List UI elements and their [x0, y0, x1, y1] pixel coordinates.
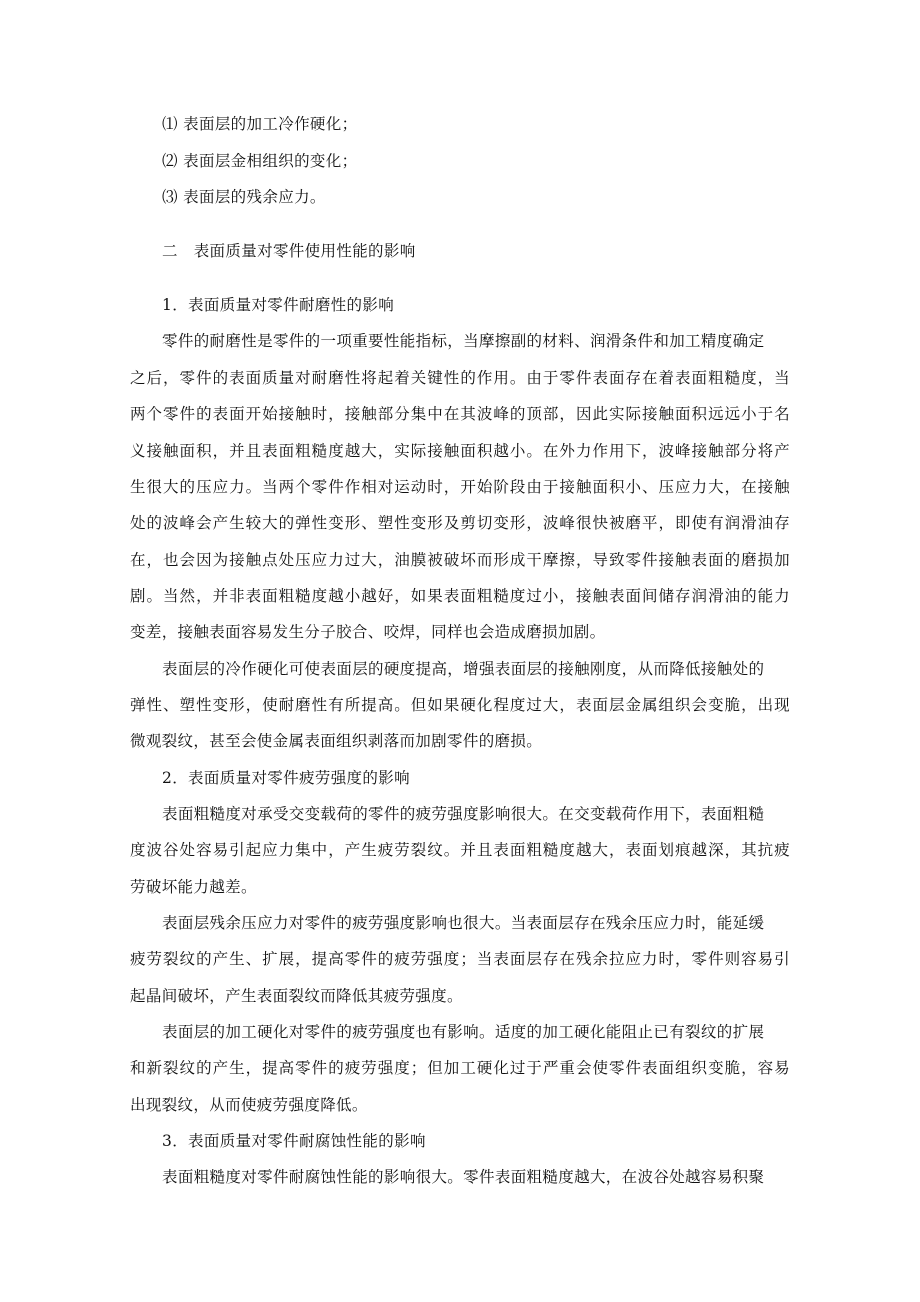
subsection-heading-2: 2．表面质量对零件疲劳强度的影响 [162, 769, 410, 787]
paragraph-1-line-1: 零件的耐磨性是零件的一项重要性能指标，当摩擦副的材料、润滑条件和加工精度确定 [162, 332, 765, 350]
paragraph-1-line-9: 变差，接触表面容易发生分子胶合、咬焊，同样也会造成磨损加剧。 [130, 623, 606, 641]
list-item-1: ⑴ 表面层的加工冷作硬化； [162, 115, 358, 133]
paragraph-1-line-8: 剧。当然，并非表面粗糙度越小越好，如果表面粗糙度过小，接触表面间储存润滑油的能力 [130, 587, 790, 605]
paragraph-1-line-6: 处的波峰会产生较大的弹性变形、塑性变形及剪切变形，波峰很快被磨平，即使有润滑油存 [130, 514, 790, 532]
list-item-2: ⑵ 表面层金相组织的变化； [162, 152, 358, 170]
paragraph-3-line-3: 劳破坏能力越差。 [130, 878, 257, 896]
paragraph-1-line-7: 在，也会因为接触点处压应力过大，油膜被破坏而形成干摩擦，导致零件接触表面的磨损加 [130, 551, 790, 569]
paragraph-2-line-2: 弹性、塑性变形，使耐磨性有所提高。但如果硬化程度过大，表面层金属组织会变脆，出现 [130, 696, 790, 714]
paragraph-5-line-2: 和新裂纹的产生，提高零件的疲劳强度；但加工硬化过于严重会使零件表面组织变脆，容易 [130, 1059, 790, 1077]
section-heading: 二 表面质量对零件使用性能的影响 [162, 242, 416, 260]
paragraph-3-line-2: 度波谷处容易引起应力集中，产生疲劳裂纹。并且表面粗糙度越大，表面划痕越深，其抗疲 [130, 841, 790, 859]
paragraph-2-line-1: 表面层的冷作硬化可使表面层的硬度提高，增强表面层的接触刚度，从而降低接触处的 [162, 660, 765, 678]
paragraph-5-line-3: 出现裂纹，从而使疲劳强度降低。 [130, 1096, 368, 1114]
subsection-heading-3: 3．表面质量对零件耐腐蚀性能的影响 [162, 1132, 426, 1150]
paragraph-3-line-1: 表面粗糙度对承受交变载荷的零件的疲劳强度影响很大。在交变载荷作用下，表面粗糙 [162, 805, 765, 823]
paragraph-1-line-3: 两个零件的表面开始接触时，接触部分集中在其波峰的顶部，因此实际接触面积远远小于名 [130, 405, 790, 423]
paragraph-4-line-2: 疲劳裂纹的产生、扩展，提高零件的疲劳强度；当表面层存在残余拉应力时，零件则容易引 [130, 950, 790, 968]
paragraph-1-line-5: 生很大的压应力。当两个零件作相对运动时，开始阶段由于接触面积小、压应力大，在接触 [130, 478, 790, 496]
paragraph-6-line-1: 表面粗糙度对零件耐腐蚀性能的影响很大。零件表面粗糙度越大，在波谷处越容易积聚 [162, 1168, 765, 1186]
paragraph-5-line-1: 表面层的加工硬化对零件的疲劳强度也有影响。适度的加工硬化能阻止已有裂纹的扩展 [162, 1023, 765, 1041]
subsection-heading-1: 1．表面质量对零件耐磨性的影响 [162, 296, 395, 314]
paragraph-2-line-3: 微观裂纹，甚至会使金属表面组织剥落而加剧零件的磨损。 [130, 732, 543, 750]
paragraph-1-line-2: 之后，零件的表面质量对耐磨性将起着关键性的作用。由于零件表面存在着表面粗糙度，当 [130, 369, 790, 387]
paragraph-4-line-1: 表面层残余压应力对零件的疲劳强度影响也很大。当表面层存在残余压应力时，能延缓 [162, 914, 765, 932]
paragraph-1-line-4: 义接触面积，并且表面粗糙度越大，实际接触面积越小。在外力作用下，波峰接触部分将产 [130, 442, 790, 460]
list-item-3: ⑶ 表面层的残余应力。 [162, 188, 326, 206]
paragraph-4-line-3: 起晶间破坏，产生表面裂纹而降低其疲劳强度。 [130, 987, 463, 1005]
